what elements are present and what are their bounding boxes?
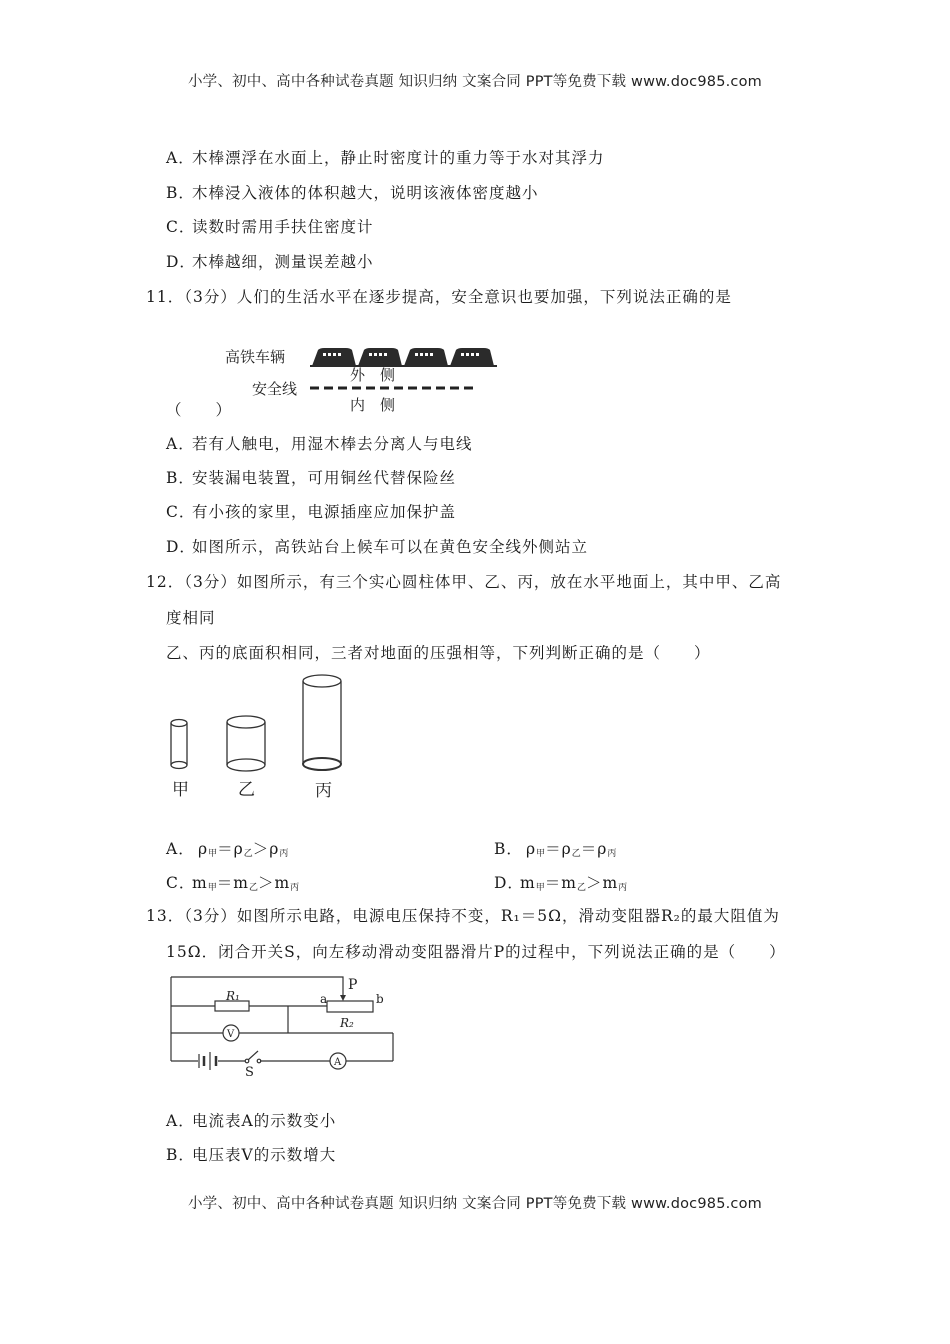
- outer-side-label: 外 侧: [350, 366, 396, 384]
- safety-line-label: 安全线: [252, 380, 298, 398]
- q11-option-c: [166, 500, 456, 522]
- option-label: B．: [166, 1146, 195, 1164]
- r2-label: R₂: [340, 1016, 354, 1030]
- quantity-symbol: m: [233, 874, 249, 892]
- battery-icon: [199, 1052, 216, 1070]
- quantity-symbol: m: [520, 874, 536, 892]
- operator: ＝: [544, 874, 562, 892]
- quantity-symbol: ρ: [561, 840, 572, 858]
- quantity-symbol: m: [561, 874, 577, 892]
- option-text: 电压表V的示数增大: [192, 1146, 337, 1164]
- q12-stem-line2: 度相同: [166, 609, 216, 627]
- operator: ＝: [216, 874, 234, 892]
- question-number: 12．: [146, 573, 185, 591]
- r1-label: R₁: [226, 989, 240, 1003]
- point-b-label: b: [376, 992, 384, 1006]
- option-label: B．: [494, 840, 523, 858]
- quantity-symbol: m: [274, 874, 291, 892]
- option-label: A．: [166, 1112, 195, 1130]
- option-label: B．: [166, 469, 195, 487]
- option-text: 安装漏电装置，可用铜丝代替保险丝: [192, 469, 457, 487]
- cylinder-jia-top: [171, 720, 187, 727]
- high-speed-rail-safety-line-figure: [225, 340, 515, 420]
- subscript: 丙: [607, 849, 617, 859]
- question-text: （3分）人们的生活水平在逐步提高，安全意识也要加强，下列说法正确的是: [184, 288, 732, 306]
- q13-stem-line1: [146, 904, 780, 926]
- q11-option-a: [166, 432, 473, 454]
- q10-option-b: [166, 181, 539, 203]
- operator: ＝: [217, 840, 234, 858]
- q12-option-a: [166, 837, 288, 859]
- q12-option-d: [494, 871, 627, 893]
- cylinder-label-yi: 乙: [238, 780, 255, 800]
- q12-option-b: [494, 837, 616, 859]
- option-label: C．: [166, 874, 196, 892]
- quantity-symbol: m: [192, 874, 208, 892]
- question-number: 13．: [146, 907, 185, 925]
- ammeter-label: A: [334, 1057, 342, 1068]
- subscript: 丙: [618, 883, 628, 893]
- option-label: A．: [166, 840, 195, 858]
- voltmeter-label: V: [227, 1029, 235, 1040]
- quantity-symbol: ρ: [525, 840, 537, 858]
- subscript: 甲: [536, 849, 546, 859]
- q13-option-b: [166, 1143, 336, 1165]
- option-label: C．: [166, 503, 196, 521]
- circuit-diagram: [160, 970, 410, 1080]
- operator: ＝: [580, 840, 598, 858]
- subscript: 甲: [535, 883, 545, 893]
- quantity-symbol: m: [602, 874, 619, 892]
- q11-option-d: [166, 535, 588, 557]
- q10-option-a: [166, 146, 605, 168]
- header-banner: 小学、初中、高中各种试卷真题 知识归纳 文案合同 PPT等免费下载 www.doc985.com: [187, 74, 763, 90]
- cylinder-label-bing: 丙: [315, 781, 332, 801]
- q12-stem-line1: [146, 570, 781, 592]
- option-label: B．: [166, 184, 195, 202]
- option-text: 有小孩的家里，电源插座应加保护盖: [192, 503, 457, 521]
- option-label: A．: [166, 149, 195, 167]
- point-a-label: a: [320, 992, 328, 1006]
- quantity-symbol: ρ: [197, 840, 209, 858]
- q12-option-c: [166, 871, 299, 893]
- question-text: （3分）如图所示，有三个实心圆柱体甲、乙、丙，放在水平地面上，其中甲、乙高: [184, 573, 782, 591]
- q10-option-c: [166, 215, 374, 237]
- subscript: 乙: [243, 849, 253, 859]
- option-label: A．: [166, 435, 195, 453]
- cylinder-label-jia: 甲: [172, 780, 189, 800]
- subscript: 丙: [290, 883, 300, 893]
- rheostat-r2-icon: [327, 1001, 373, 1012]
- question-number: 11．: [146, 288, 185, 306]
- option-text: 读数时需用手扶住密度计: [192, 218, 374, 236]
- q13-stem-line2: 15Ω．闭合开关S，向左移动滑动变阻器滑片P的过程中，下列说法正确的是（ ）: [166, 943, 786, 961]
- operator: ＞: [585, 874, 603, 892]
- q12-stem-line3: 乙、丙的底面积相同，三者对地面的压强相等，下列判断正确的是（ ）: [166, 644, 711, 662]
- option-text: 木棒浸入液体的体积越大，说明该液体密度越小: [192, 184, 539, 202]
- subscript: 丙: [279, 849, 289, 859]
- inner-side-label: 内 侧: [350, 396, 396, 414]
- option-text: 若有人触电，用湿木棒去分离人与电线: [192, 435, 473, 453]
- operator: ＞: [252, 840, 270, 858]
- slider-arrow-icon: [340, 995, 346, 1001]
- subscript: 甲: [208, 849, 218, 859]
- q11-answer-blank: （ ）: [166, 401, 233, 419]
- slider-p-label: P: [348, 977, 358, 993]
- option-text: 如图所示，高铁站台上候车可以在黄色安全线外侧站立: [192, 538, 589, 556]
- option-label: D．: [494, 874, 524, 892]
- subscript: 甲: [207, 883, 217, 893]
- q11-stem: [146, 285, 732, 307]
- subscript: 乙: [248, 883, 258, 893]
- train-cars-icon: [310, 348, 497, 367]
- train-label: 高铁车辆: [225, 348, 286, 366]
- footer-banner: 小学、初中、高中各种试卷真题 知识归纳 文案合同 PPT等免费下载 www.doc985.com: [187, 1196, 763, 1212]
- q10-option-d: [166, 250, 374, 272]
- question-text: （3分）如图所示电路，电源电压保持不变，R₁＝5Ω，滑动变阻器R₂的最大阻值为: [184, 907, 780, 925]
- subscript: 乙: [571, 849, 581, 859]
- option-text: 木棒漂浮在水面上，静止时密度计的重力等于水对其浮力: [192, 149, 605, 167]
- option-label: D．: [166, 538, 196, 556]
- option-text: 木棒越细，测量误差越小: [192, 253, 374, 271]
- option-label: D．: [166, 253, 196, 271]
- operator: ＞: [257, 874, 275, 892]
- switch-label: S: [245, 1065, 254, 1080]
- quantity-symbol: ρ: [597, 840, 608, 858]
- cylinders-figure: [160, 670, 380, 810]
- subscript: 乙: [576, 883, 586, 893]
- operator: ＝: [545, 840, 562, 858]
- option-label: C．: [166, 218, 196, 236]
- q11-option-b: [166, 466, 456, 488]
- quantity-symbol: ρ: [233, 840, 244, 858]
- option-text: 电流表A的示数变小: [192, 1112, 337, 1130]
- quantity-symbol: ρ: [269, 840, 280, 858]
- q13-option-a: [166, 1109, 336, 1131]
